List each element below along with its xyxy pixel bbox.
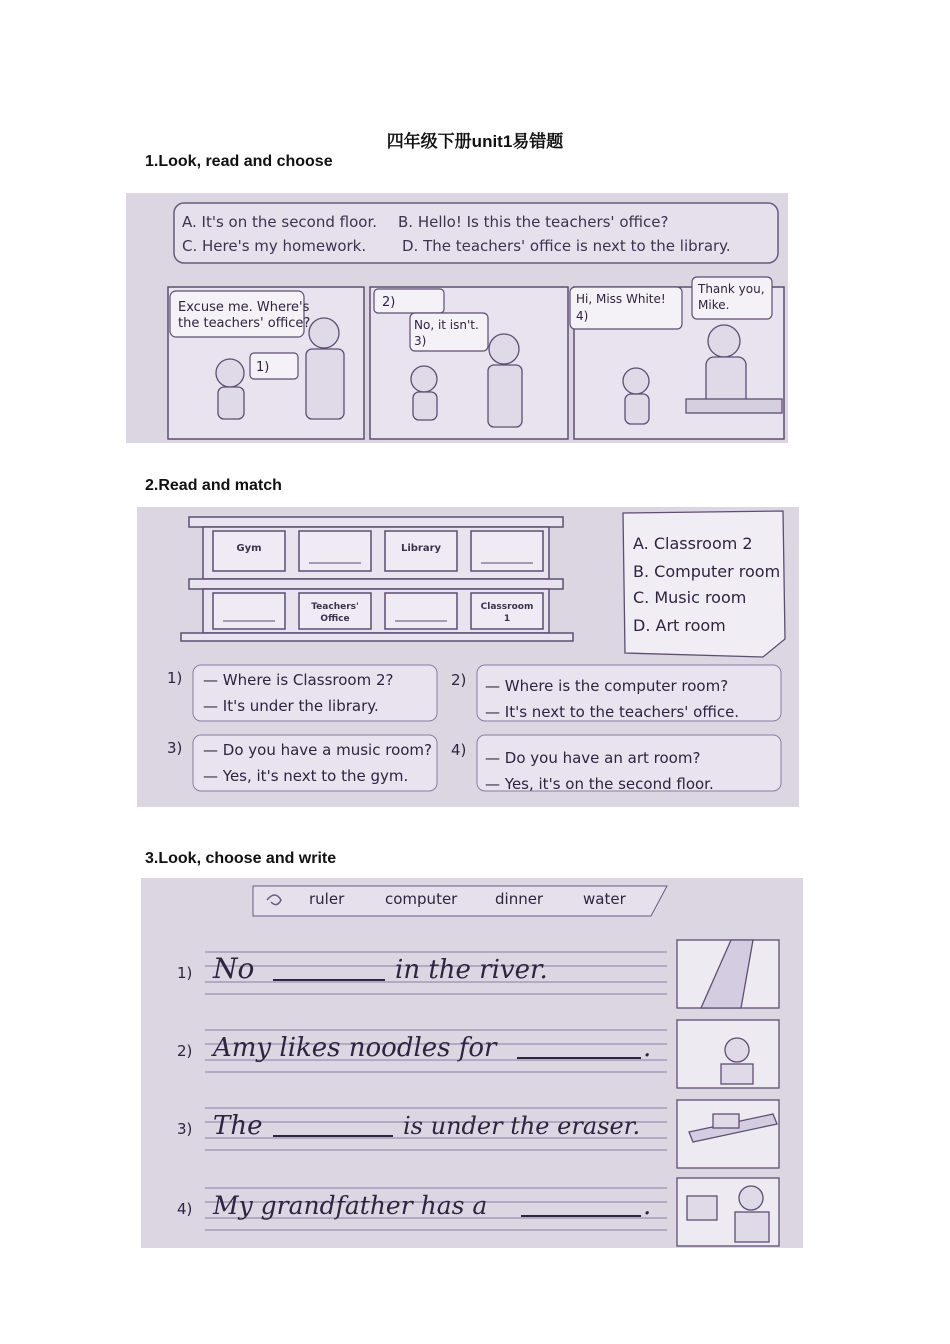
dialog-4-question: — Do you have an art room? [485, 749, 701, 767]
dialog-4-answer: — Yes, it's on the second floor. [485, 775, 714, 793]
option-c: C. Here's my homework. [182, 237, 367, 255]
sentence-4-after: . [643, 1191, 652, 1221]
dialog-1-question: — Where is Classroom 2? [203, 671, 394, 689]
bubble-hi: Hi, Miss White! [576, 292, 666, 306]
sentence-2-num: 2) [177, 1042, 193, 1060]
room-classroom1-line1: Classroom [480, 602, 534, 612]
sentence-2-before: Amy likes noodles for [213, 1033, 497, 1063]
bubble-blank-4: 4) [576, 309, 589, 323]
section-1-photo [126, 193, 788, 443]
sentence-1-before: No [213, 952, 255, 985]
match-option-b: B. Computer room [633, 562, 781, 581]
match-option-a: A. Classroom 2 [633, 534, 753, 553]
sentence-3-before: The [213, 1111, 263, 1141]
sentence-3-after: is under the eraser. [403, 1112, 641, 1140]
word-ruler: ruler [309, 890, 345, 908]
section-1-heading: 1.Look, read and choose [145, 153, 333, 170]
dialog-4-num: 4) [451, 741, 467, 759]
school-building-icon [181, 517, 573, 641]
bubble-no: No, it isn't. [414, 318, 479, 332]
section-2-heading: 2.Read and match [145, 477, 282, 494]
section-2-photo [137, 507, 799, 807]
dialog-2-question: — Where is the computer room? [485, 677, 729, 695]
room-gym: Gym [236, 543, 262, 554]
option-d: D. The teachers' office is next to the library. [402, 237, 731, 255]
sentence-1-after: in the river. [395, 955, 548, 985]
bubble-blank-1: 1) [256, 360, 270, 375]
section-3-photo [141, 878, 803, 1248]
bubble-thanks-line1: Thank you, [698, 282, 765, 296]
room-teachers-office-line2: Office [320, 614, 350, 624]
bubble-excuse-line2: the teachers' office? [178, 316, 311, 331]
word-computer: computer [385, 890, 458, 908]
sentence-2-after: . [643, 1033, 652, 1063]
dialog-2-num: 2) [451, 671, 467, 689]
bubble-thanks-line2: Mike. [698, 298, 730, 312]
option-b: B. Hello! Is this the teachers' office? [398, 213, 669, 231]
dialog-1-num: 1) [167, 669, 183, 687]
option-a: A. It's on the second floor. [182, 213, 378, 231]
room-classroom1-line2: 1 [503, 614, 511, 624]
sentence-3-num: 3) [177, 1120, 193, 1138]
section-3-heading: 3.Look, choose and write [145, 850, 337, 867]
sentence-4-before: My grandfather has a [213, 1191, 488, 1220]
sentence-4-num: 4) [177, 1200, 193, 1218]
bubble-excuse-line1: Excuse me. Where's [178, 300, 310, 315]
dialog-3-num: 3) [167, 739, 183, 757]
sentence-1-num: 1) [177, 964, 193, 982]
dialog-1-answer: — It's under the library. [203, 697, 379, 715]
match-option-c: C. Music room [633, 588, 747, 607]
bubble-blank-2: 2) [382, 295, 396, 310]
dialog-3-answer: — Yes, it's next to the gym. [203, 767, 409, 785]
word-dinner: dinner [495, 890, 544, 908]
room-library: Library [400, 543, 442, 554]
room-teachers-office-line1: Teachers' [311, 602, 359, 612]
match-option-d: D. Art room [633, 616, 726, 635]
word-water: water [583, 890, 626, 908]
document-title: 四年级下册unit1易错题 [386, 132, 564, 151]
dialog-3-question: — Do you have a music room? [203, 741, 433, 759]
bubble-blank-3: 3) [414, 334, 427, 348]
dialog-2-answer: — It's next to the teachers' office. [485, 703, 740, 721]
